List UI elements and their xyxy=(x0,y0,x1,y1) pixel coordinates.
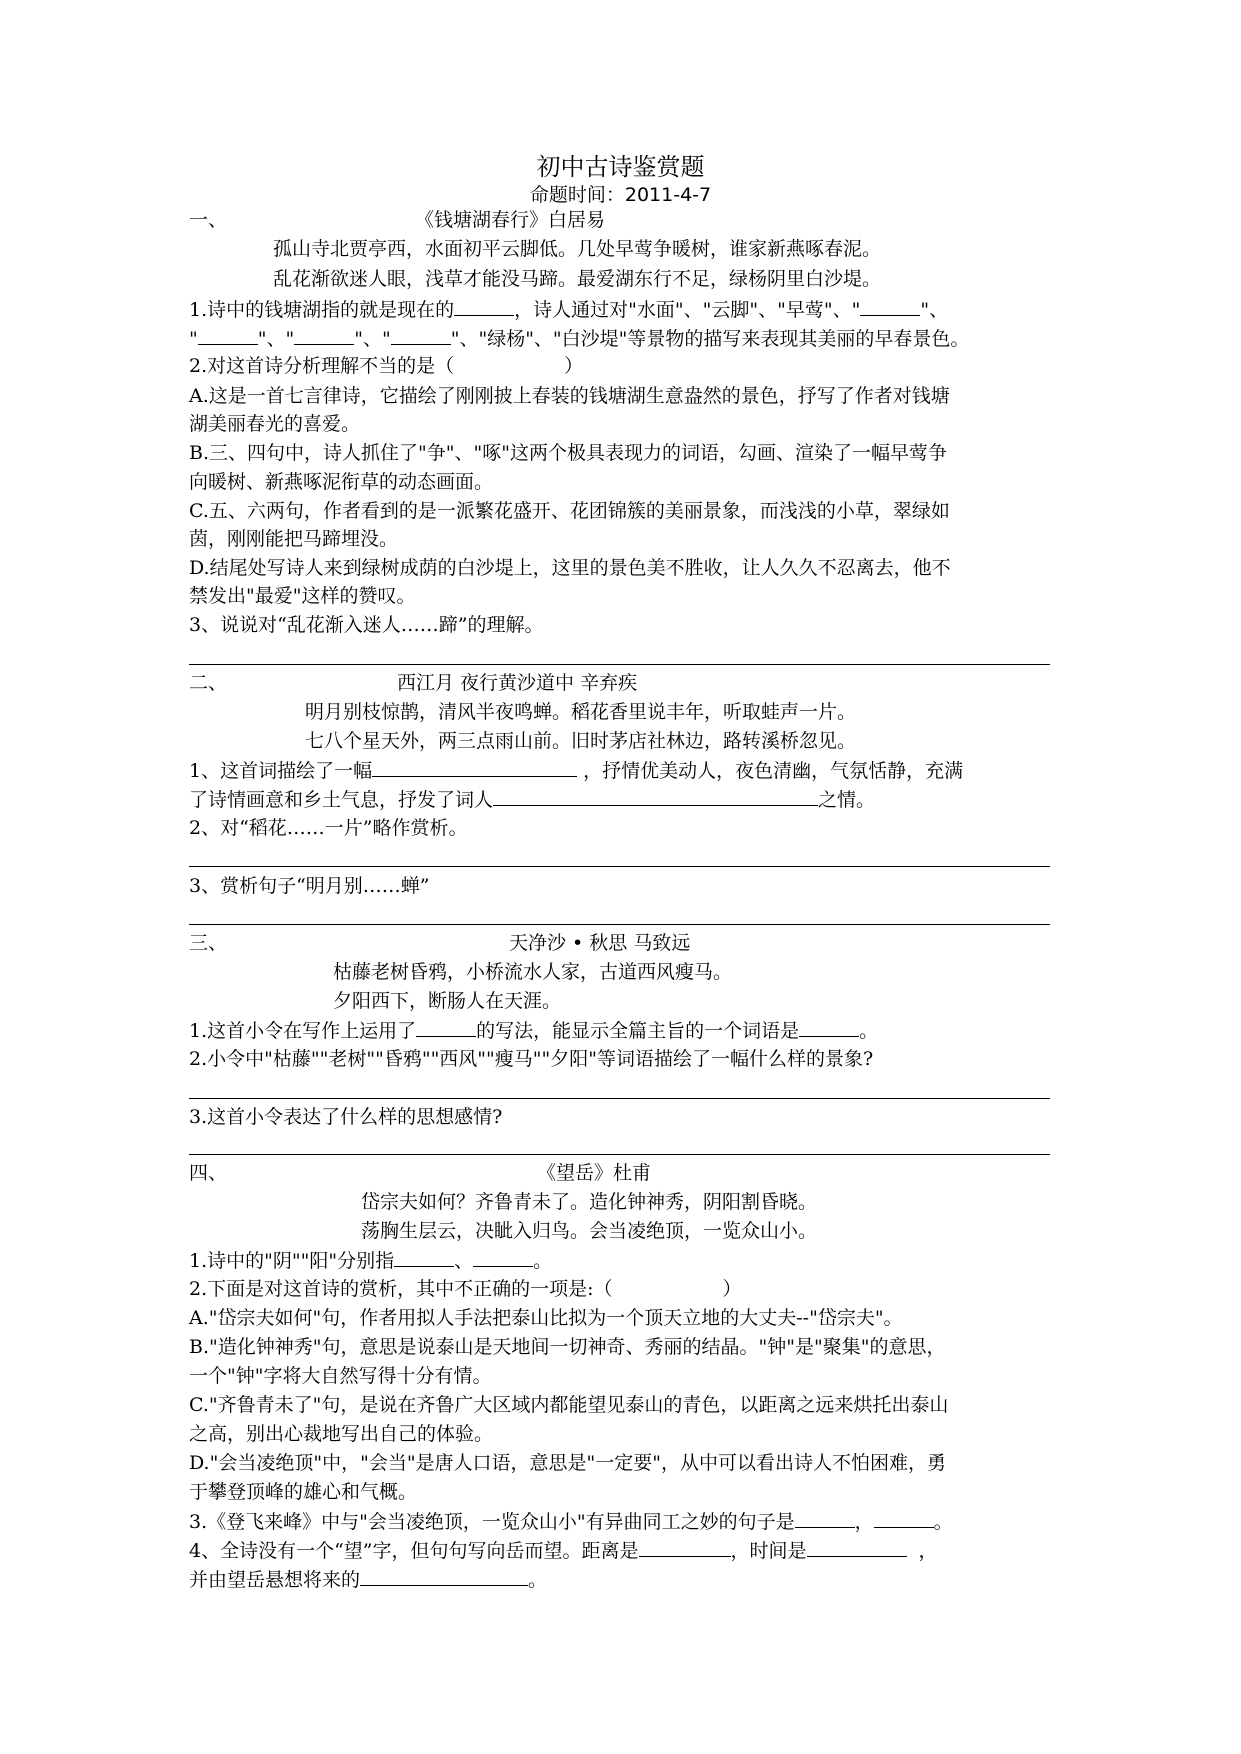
section-3-poem-line-1: 枯藤老树昏鸦，小桥流水人家，古道西风瘦马。 xyxy=(333,961,733,983)
section-4-poem-line-2: 荡胸生层云，决眦入归鸟。会当凌绝顶，一览众山小。 xyxy=(361,1220,818,1242)
answer-blank[interactable] xyxy=(372,758,577,777)
s1-question-2: 2.对这首诗分析理解不当的是（ ） xyxy=(189,355,584,377)
s4-option-c-line-2: 之高，别出心裁地写出自己的体验。 xyxy=(189,1423,494,1445)
s4-option-d-line-1: D."会当凌绝顶"中，"会当"是唐人口语，意思是"一定要"，从中可以看出诗人不怕困难，勇 xyxy=(189,1452,947,1474)
s4-question-3: 3.《登飞来峰》中与"会当凌绝顶，一览众山小"有异曲同工之妙的句子是 ， 。 xyxy=(189,1511,953,1533)
answer-blank[interactable] xyxy=(416,1018,476,1037)
s1-option-c-line-2: 茵，刚刚能把马蹄埋没。 xyxy=(189,528,399,550)
section-2-poem-line-2: 七八个星天外，两三点雨山前。旧时茅店社林边，路转溪桥忽见。 xyxy=(305,730,857,752)
s1-option-d-line-1: D.结尾处写诗人来到绿树成荫的白沙堤上，这里的景色美不胜收，让人久久不忍离去，他不 xyxy=(189,557,951,579)
answer-blank[interactable] xyxy=(294,326,354,345)
s1-option-d-line-2: 禁发出"最爱"这样的赞叹。 xyxy=(189,585,416,607)
section-1-poem-line-2: 乱花渐欲迷人眼，浅草才能没马蹄。最爱湖东行不足，绿杨阴里白沙堤。 xyxy=(273,268,882,290)
section-2-poem-line-1: 明月别枝惊鹊，清风半夜鸣蝉。稻花香里说丰年，听取蛙声一片。 xyxy=(305,701,857,723)
answer-blank[interactable] xyxy=(391,326,451,345)
section-4-number: 四、 xyxy=(189,1162,228,1184)
section-3-poem-line-2: 夕阳西下，断肠人在天涯。 xyxy=(333,990,562,1012)
answer-line[interactable] xyxy=(189,924,1050,925)
section-4-poem-line-1: 岱宗夫如何？齐鲁青未了。造化钟神秀，阴阳割昏晓。 xyxy=(361,1191,818,1213)
exam-date: 命题时间：2011-4-7 xyxy=(529,184,712,206)
section-3-number: 三、 xyxy=(189,932,228,954)
answer-blank[interactable] xyxy=(799,1018,859,1037)
answer-blank[interactable] xyxy=(473,1248,533,1267)
s4-option-c-line-1: C."齐鲁青未了"句，是说在齐鲁广大区域内都能望见泰山的青色，以距离之远来烘托出泰山 xyxy=(189,1394,949,1416)
s2-question-2: 2、对“稻花……一片”略作赏析。 xyxy=(189,817,468,839)
s1-question-1-line-1: 1.诗中的钱塘湖指的就是现在的 ，诗人通过对"水面"、"云脚"、"早莺"、" "、 xyxy=(189,299,949,321)
page-title: 初中古诗鉴赏题 xyxy=(536,153,705,181)
answer-blank[interactable] xyxy=(454,297,514,316)
s3-question-3: 3.这首小令表达了什么样的思想感情? xyxy=(189,1106,503,1128)
answer-line[interactable] xyxy=(189,664,1050,665)
s1-option-b-line-2: 向暖树、新燕啄泥衔草的动态画面。 xyxy=(189,471,494,493)
s4-question-2: 2.下面是对这首诗的赏析，其中不正确的一项是:（ ） xyxy=(189,1278,742,1300)
s4-option-a: A."岱宗夫如何"句，作者用拟人手法把泰山比拟为一个顶天立地的大丈夫--"岱宗夫"。 xyxy=(189,1307,903,1329)
s4-option-b-line-1: B."造化钟神秀"句，意思是说泰山是天地间一切神奇、秀丽的结晶。"钟"是"聚集"的意思， xyxy=(189,1336,946,1358)
s2-question-1-line-1: 1、这首词描绘了一幅 ，抒情优美动人，夜色清幽，气氛恬静，充满 xyxy=(189,760,964,782)
section-2-number: 二、 xyxy=(189,672,228,694)
s1-option-a-line-2: 湖美丽春光的喜爱。 xyxy=(189,413,361,435)
section-3-heading: 天净沙 • 秋思 马致远 xyxy=(509,932,691,954)
section-4-heading: 《望岳》杜甫 xyxy=(537,1162,652,1184)
answer-blank[interactable] xyxy=(493,787,818,806)
s4-question-4-line-1: 4、全诗没有一个“望”字，但句句写向岳而望。距离是 ，时间是 ， xyxy=(189,1540,938,1562)
answer-blank[interactable] xyxy=(860,297,920,316)
section-1-heading: 《钱塘湖春行》白居易 xyxy=(415,209,606,231)
s4-question-1: 1.诗中的"阴""阳"分别指 、 。 xyxy=(189,1250,553,1272)
s4-option-b-line-2: 一个"钟"字将大自然写得十分有情。 xyxy=(189,1365,492,1387)
answer-blank[interactable] xyxy=(639,1538,731,1557)
answer-line[interactable] xyxy=(189,1098,1050,1099)
answer-line[interactable] xyxy=(189,1154,1050,1155)
s1-option-c-line-1: C.五、六两句，作者看到的是一派繁花盛开、花团锦簇的美丽景象，而浅浅的小草，翠绿如 xyxy=(189,500,950,522)
answer-line[interactable] xyxy=(189,866,1050,867)
answer-blank[interactable] xyxy=(360,1567,528,1586)
s4-question-4-line-2: 并由望岳悬想将来的 。 xyxy=(189,1569,548,1591)
section-1-number: 一、 xyxy=(189,209,228,231)
answer-blank[interactable] xyxy=(795,1509,855,1528)
answer-blank[interactable] xyxy=(198,326,258,345)
s3-question-2: 2.小令中"枯藤""老树""昏鸦""西风""瘦马""夕阳"等词语描绘了一幅什么样的景象? xyxy=(189,1048,874,1070)
answer-blank[interactable] xyxy=(807,1538,907,1557)
s1-question-3: 3、说说对“乱花渐入迷人……蹄”的理解。 xyxy=(189,614,544,636)
section-1-poem-line-1: 孤山寺北贾亭西，水面初平云脚低。几处早莺争暖树，谁家新燕啄春泥。 xyxy=(273,238,882,260)
s2-question-1-line-2: 了诗情画意和乡土气息，抒发了词人 之情。 xyxy=(189,789,876,811)
s3-question-1: 1.这首小令在写作上运用了 的写法，能显示全篇主旨的一个词语是 。 xyxy=(189,1020,879,1042)
answer-blank[interactable] xyxy=(394,1248,454,1267)
s1-question-1-line-2: " "、" "、" "、"绿杨"、"白沙堤"等景物的描写来表现其美丽的早春景色。 xyxy=(189,328,970,350)
s1-option-b-line-1: B.三、四句中，诗人抓住了"争"、"啄"这两个极具表现力的词语，勾画、渲染了一幅早莺争 xyxy=(189,442,947,464)
section-2-heading: 西江月 夜行黄沙道中 辛弃疾 xyxy=(397,672,638,694)
s1-option-a-line-1: A.这是一首七言律诗，它描绘了刚刚披上春装的钱塘湖生意盎然的景色，抒写了作者对钱塘 xyxy=(189,385,950,407)
s4-option-d-line-2: 于攀登顶峰的雄心和气概。 xyxy=(189,1481,418,1503)
s2-question-3: 3、赏析句子“明月别……蝉” xyxy=(189,875,430,897)
answer-blank[interactable] xyxy=(874,1509,934,1528)
